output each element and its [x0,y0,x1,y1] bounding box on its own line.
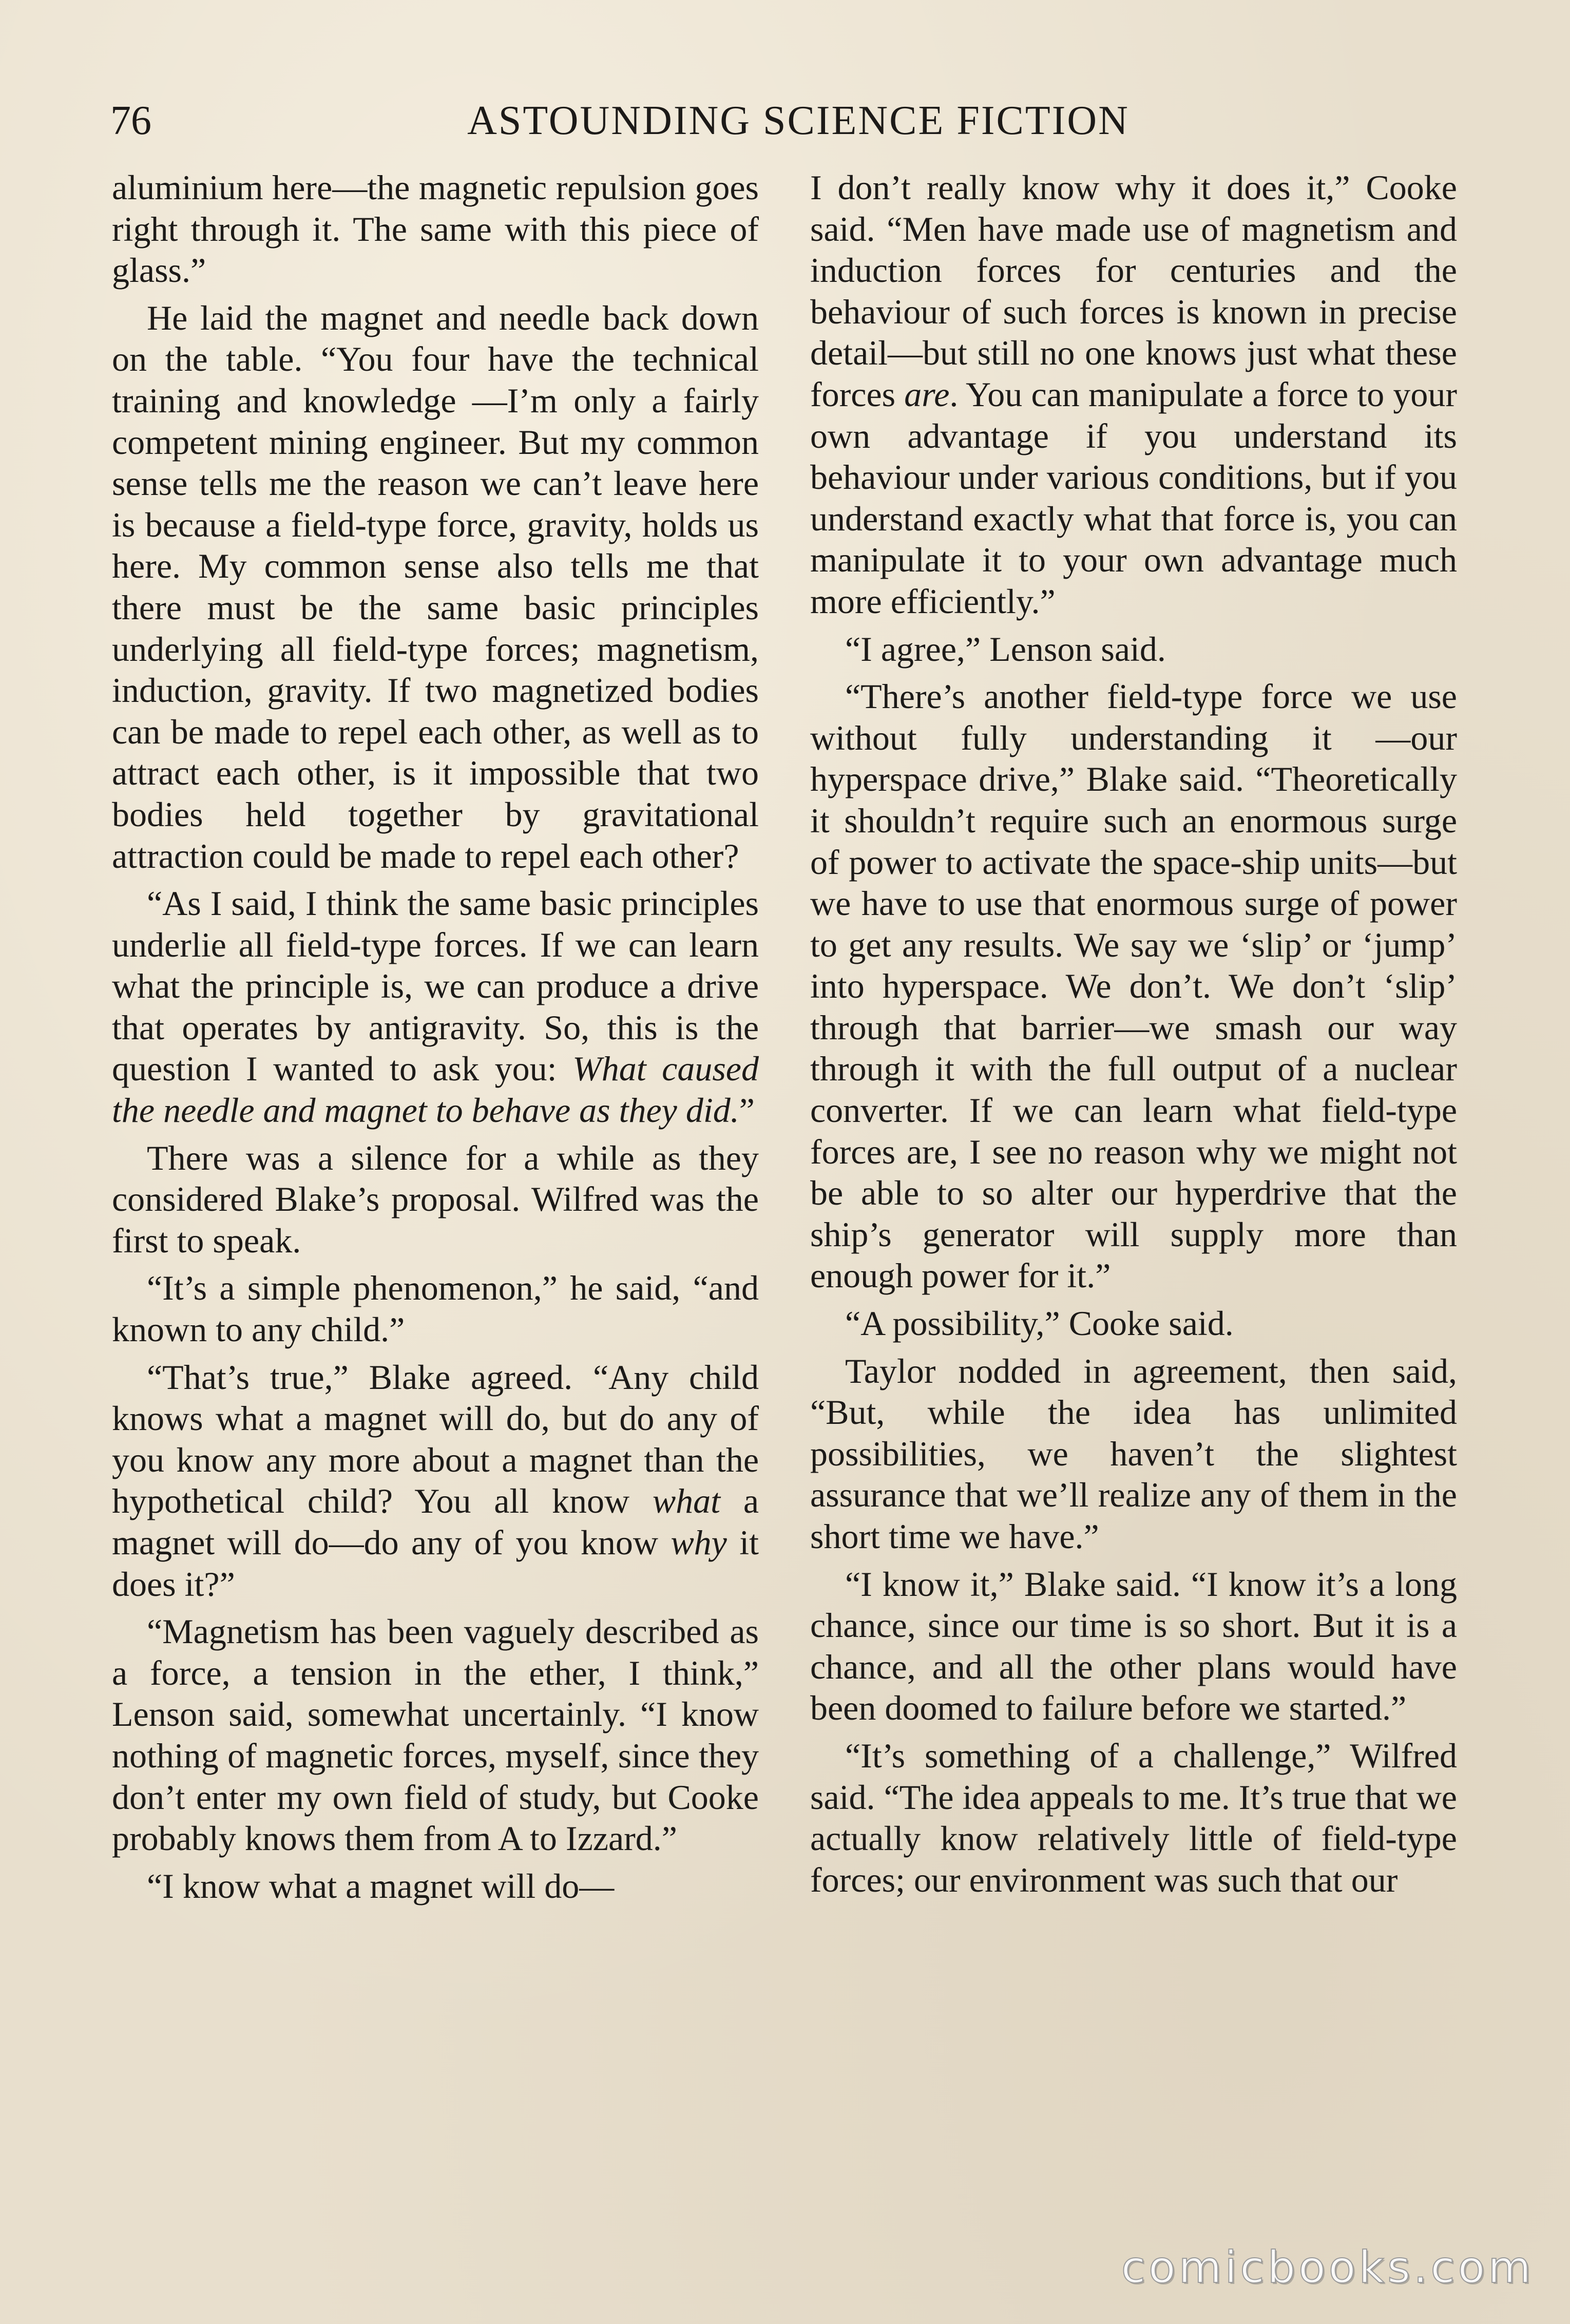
right-column [810,167,1457,1900]
running-title: ASTOUNDING SCIENCE FICTION [467,98,1129,143]
paragraph: I don’t really know why it does it,” Cooke said. “Men have made use of magnetism and induction forces for centuries and the behaviour of such forces is known in precise detail—but still no one knows just what these forces are. You can manipulate a force to your own advantage if you understand its behaviour under various conditions, but if you understand exactly what that force is, you can manipulate it to your own advantage much more efficiently.” [810,168,1457,621]
paragraph: There was a silence for a while as they considered Blake’s proposal. Wilfred was the first to speak. [112,1138,759,1260]
paragraph: “A possibility,” Cooke said. [845,1304,1234,1343]
page-number: 76 [110,98,151,143]
paragraph: “That’s true,” Blake agreed. “Any child knows what a magnet will do, but do any of you know any more about a magnet than the hypothetical child? You all know what a magnet will do—do any of you know why it does it?” [112,1357,759,1604]
watermark: comicbooks.com [1121,2242,1534,2293]
paragraph: “I know what a magnet will do— [147,1866,615,1906]
paragraph: Taylor nodded in agreement, then said, “But, while the idea has unlimited possibilities, we haven’t the slightest assurance that we’ll realize any of them in the short time we have.” [810,1351,1457,1556]
paragraph: “I agree,” Lenson said. [845,629,1166,669]
paragraph: “It’s something of a challenge,” Wilfred said. “The idea appeals to me. It’s true that we actually know relatively little of field-type forces; our environment was such that our [810,1736,1457,1899]
page-header [110,90,1466,157]
paragraph: “Magnetism has been vaguely described as a force, a tension in the ether, I think,” Lenson said, somewhat uncertainly. “I know nothing of magnetic forces, myself, since they don’t enter my own field of study, but Cooke probably knows them from A to Izzard.” [112,1612,759,1858]
paragraph: aluminium here—the magnetic repulsion goes right through it. The same with this piece of glass.” [112,168,759,290]
paragraph: “I know it,” Blake said. “I know it’s a long chance, since our time is so short. But it is a chance, and all the other plans would have been doomed to failure before we started.” [810,1564,1457,1728]
paragraph: “It’s a simple phenomenon,” he said, “and known to any child.” [112,1268,759,1349]
paragraph: “As I said, I think the same basic principles underlie all field-type forces. If we can learn what the principle is, we can produce a drive that operates by antigravity. So, this is the question I wanted to ask you: What caused the needle and magnet to behave as they did.” [112,884,759,1130]
paragraph: “There’s another field-type force we use without fully understanding it —our hyperspace drive,” Blake said. “Theoretically it shouldn’t require such an enormous surge of power to activate the space-ship units—but we have to use that enormous surge of power to get any results. We say we ‘slip’ or ‘jump’ into hyperspace. We don’t. We don’t ‘slip’ through that barrier—we smash our way through it with the full output of a nuclear converter. If we can learn what field-type forces are, I see no reason why we might not be able to so alter our hyperdrive that the ship’s generator will supply more than enough power for it.” [810,677,1457,1296]
paragraph: He laid the magnet and needle back down on the table. “You four have the technical training and knowledge —I’m only a fairly competent mining engineer. But my common sense tells me the reason we can’t leave here is because a field-type force, gravity, holds us here. My common sense also tells me that there must be the same basic principles underlying all field-type forces; magnetism, induction, gravity. If two magnetized bodies can be made to repel each other, as well as to attract each other, is it impossible that two bodies held together by gravitational attraction could be made to repel each other? [112,298,759,875]
left-column [112,167,759,1907]
